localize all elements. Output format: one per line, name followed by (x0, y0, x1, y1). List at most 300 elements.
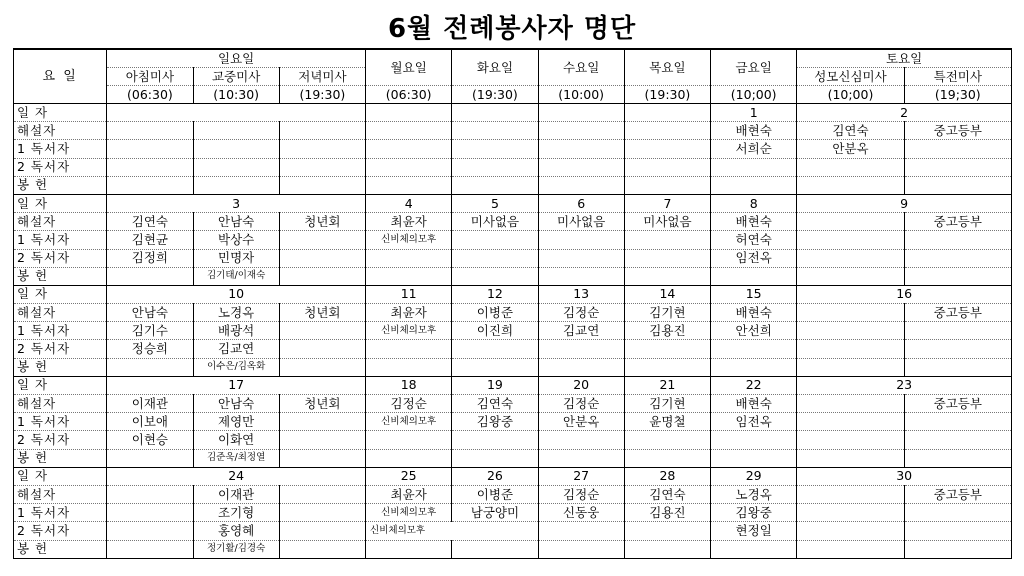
offering-cell: 이수은/김옥화 (193, 358, 279, 376)
cell (538, 449, 624, 467)
cell (279, 504, 365, 522)
cell (538, 340, 624, 358)
cell: 윤명철 (624, 413, 710, 431)
cell (904, 231, 1011, 249)
date-cell: 23 (797, 376, 1012, 394)
monday-header: 월요일 (366, 49, 452, 86)
cell (904, 340, 1011, 358)
cell: 신비체의모후 (366, 231, 452, 249)
cell: 노경옥 (711, 485, 797, 503)
cell (366, 540, 452, 558)
cell: 제영만 (193, 413, 279, 431)
cell (797, 231, 904, 249)
cell: 김연숙 (452, 395, 538, 413)
cell: 이재관 (107, 395, 193, 413)
cell (797, 395, 904, 413)
row-label: 해설자 (14, 485, 107, 503)
date-cell: 17 (107, 376, 366, 394)
date-cell: 4 (366, 194, 452, 212)
cell: 김정순 (538, 304, 624, 322)
cell (797, 249, 904, 267)
cell (711, 158, 797, 176)
cell: 서희순 (711, 140, 797, 158)
date-cell: 12 (452, 285, 538, 303)
cell (797, 304, 904, 322)
cell (452, 449, 538, 467)
offering-row (14, 358, 1012, 376)
cell (366, 267, 452, 285)
mass-time: (06:30) (107, 86, 193, 104)
cell (279, 522, 365, 540)
cell (904, 540, 1011, 558)
row-label: 2 독서자 (14, 340, 107, 358)
cell: 청년회 (279, 213, 365, 231)
row-label: 2 독서자 (14, 522, 107, 540)
date-cell: 3 (107, 194, 366, 212)
row-label: 1 독서자 (14, 413, 107, 431)
cell (366, 249, 452, 267)
cell (279, 540, 365, 558)
date-cell: 25 (366, 467, 452, 485)
cell (366, 358, 452, 376)
page-title: 6월 전례봉사자 명단 (387, 14, 637, 44)
commentator-row (14, 122, 1012, 140)
cell (797, 213, 904, 231)
cell (452, 340, 538, 358)
roster-table (13, 48, 1012, 559)
cell (452, 231, 538, 249)
row-label: 봉 헌 (14, 540, 107, 558)
cell: 김기현 (624, 304, 710, 322)
row-label: 2 독서자 (14, 158, 107, 176)
row-label: 일 자 (14, 285, 107, 303)
cell (107, 522, 193, 540)
cell: 안분옥 (797, 140, 904, 158)
cell: 김현균 (107, 231, 193, 249)
row-label: 봉 헌 (14, 449, 107, 467)
cell (904, 431, 1011, 449)
cell: 김교연 (538, 322, 624, 340)
cell: 배현숙 (711, 213, 797, 231)
cell: 임전옥 (711, 249, 797, 267)
date-row (14, 285, 1012, 303)
cell: 김정순 (538, 395, 624, 413)
cell (904, 322, 1011, 340)
cell (279, 340, 365, 358)
cell (193, 158, 279, 176)
cell (624, 340, 710, 358)
cell (624, 231, 710, 249)
cell (904, 267, 1011, 285)
cell (904, 158, 1011, 176)
row-label: 봉 헌 (14, 358, 107, 376)
cell (279, 122, 365, 140)
cell (107, 176, 193, 194)
mass-time: (10:30) (193, 86, 279, 104)
cell (366, 340, 452, 358)
cell: 이보애 (107, 413, 193, 431)
cell (538, 158, 624, 176)
cell (538, 522, 624, 540)
cell (624, 431, 710, 449)
cell: 김기수 (107, 322, 193, 340)
reader1-row (14, 413, 1012, 431)
date-cell: 7 (624, 194, 710, 212)
date-cell (452, 104, 538, 122)
cell: 이진희 (452, 322, 538, 340)
cell: 중고등부 (904, 213, 1011, 231)
date-cell: 5 (452, 194, 538, 212)
date-cell: 6 (538, 194, 624, 212)
date-cell: 29 (711, 467, 797, 485)
cell: 청년회 (279, 304, 365, 322)
cell (452, 358, 538, 376)
cell (107, 358, 193, 376)
cell (904, 413, 1011, 431)
date-cell (366, 104, 452, 122)
cell (797, 413, 904, 431)
date-cell: 14 (624, 285, 710, 303)
cell (452, 267, 538, 285)
offering-row (14, 267, 1012, 285)
cell: 신비체의모후 (366, 322, 452, 340)
cell (452, 158, 538, 176)
cell (107, 267, 193, 285)
cell (624, 158, 710, 176)
cell: 신동웅 (538, 504, 624, 522)
cell: 신비체의모후 (366, 413, 452, 431)
date-row (14, 104, 1012, 122)
cell (797, 504, 904, 522)
cell (107, 540, 193, 558)
cell: 김왕중 (452, 413, 538, 431)
cell (366, 158, 452, 176)
date-cell: 27 (538, 467, 624, 485)
cell (366, 431, 452, 449)
cell (904, 504, 1011, 522)
cell (904, 176, 1011, 194)
mass-name: 아침미사 (107, 68, 193, 86)
cell (797, 358, 904, 376)
cell (279, 431, 365, 449)
cell: 민명자 (193, 249, 279, 267)
cell: 미사없음 (538, 213, 624, 231)
cell: 안남숙 (193, 213, 279, 231)
row-label: 봉 헌 (14, 267, 107, 285)
cell (538, 431, 624, 449)
date-cell: 30 (797, 467, 1012, 485)
cell (904, 140, 1011, 158)
cell: 현정일 (711, 522, 797, 540)
offering-row (14, 176, 1012, 194)
date-cell: 16 (797, 285, 1012, 303)
cell: 안남숙 (193, 395, 279, 413)
cell (624, 540, 710, 558)
cell: 노경옥 (193, 304, 279, 322)
offering-cell: 정기활/김경숙 (193, 540, 279, 558)
cell (797, 267, 904, 285)
cell: 허연숙 (711, 231, 797, 249)
date-cell: 1 (711, 104, 797, 122)
cell: 최윤자 (366, 485, 452, 503)
cell: 조기형 (193, 504, 279, 522)
cell: 김연숙 (797, 122, 904, 140)
row-label: 1 독서자 (14, 140, 107, 158)
cell: 미사없음 (452, 213, 538, 231)
friday-header: 금요일 (711, 49, 797, 86)
cell (904, 449, 1011, 467)
header-row-3 (14, 86, 1012, 104)
cell: 안선희 (711, 322, 797, 340)
cell: 이재관 (193, 485, 279, 503)
cell (279, 485, 365, 503)
reader2-row (14, 431, 1012, 449)
cell (797, 158, 904, 176)
commentator-row (14, 213, 1012, 231)
cell: 남궁양미 (452, 504, 538, 522)
cell (904, 249, 1011, 267)
date-cell: 28 (624, 467, 710, 485)
row-label: 일 자 (14, 104, 107, 122)
cell (538, 540, 624, 558)
cell: 박상수 (193, 231, 279, 249)
date-cell (107, 104, 366, 122)
commentator-row (14, 304, 1012, 322)
cell: 중고등부 (904, 485, 1011, 503)
cell (538, 231, 624, 249)
thursday-header: 목요일 (624, 49, 710, 86)
cell (279, 267, 365, 285)
row-label: 해설자 (14, 395, 107, 413)
cell: 홍영혜 (193, 522, 279, 540)
cell (624, 449, 710, 467)
cell (711, 358, 797, 376)
cell (279, 176, 365, 194)
cell: 김왕중 (711, 504, 797, 522)
cell (452, 431, 538, 449)
cell: 최윤자 (366, 304, 452, 322)
cell (279, 158, 365, 176)
reader1-row (14, 231, 1012, 249)
mass-time: (19:30) (624, 86, 710, 104)
saturday-header: 토요일 (797, 49, 1012, 68)
cell (279, 322, 365, 340)
row-label: 해설자 (14, 122, 107, 140)
date-cell (538, 104, 624, 122)
offering-row (14, 540, 1012, 558)
reader2-row (14, 249, 1012, 267)
date-cell: 10 (107, 285, 366, 303)
cell: 청년회 (279, 395, 365, 413)
row-label: 일 자 (14, 376, 107, 394)
date-cell: 9 (797, 194, 1012, 212)
cell (366, 449, 452, 467)
date-cell: 22 (711, 376, 797, 394)
mass-time: (06:30) (366, 86, 452, 104)
cell (279, 413, 365, 431)
cell (624, 176, 710, 194)
cell (193, 140, 279, 158)
date-cell: 20 (538, 376, 624, 394)
date-cell: 2 (797, 104, 1012, 122)
day-label: 요 일 (14, 49, 107, 104)
date-cell: 21 (624, 376, 710, 394)
cell: 김교연 (193, 340, 279, 358)
cell: 중고등부 (904, 395, 1011, 413)
reader2-row (14, 158, 1012, 176)
cell (624, 249, 710, 267)
cell (279, 249, 365, 267)
cell (797, 431, 904, 449)
cell (366, 122, 452, 140)
row-label: 일 자 (14, 194, 107, 212)
cell: 신비체의모후 (366, 504, 452, 522)
cell: 이현승 (107, 431, 193, 449)
date-cell: 13 (538, 285, 624, 303)
cell: 김연숙 (107, 213, 193, 231)
cell (711, 449, 797, 467)
date-cell: 26 (452, 467, 538, 485)
date-row (14, 467, 1012, 485)
mass-name: 교중미사 (193, 68, 279, 86)
cell: 김정순 (366, 395, 452, 413)
cell (538, 140, 624, 158)
cell (624, 522, 710, 540)
cell: 배현숙 (711, 304, 797, 322)
cell (797, 340, 904, 358)
row-label: 일 자 (14, 467, 107, 485)
cell: 배현숙 (711, 122, 797, 140)
cell (366, 176, 452, 194)
reader2-row (14, 340, 1012, 358)
cell (107, 140, 193, 158)
cell (538, 176, 624, 194)
date-cell: 19 (452, 376, 538, 394)
cell (904, 358, 1011, 376)
offering-cell: 김준욱/최정열 (193, 449, 279, 467)
cell (904, 522, 1011, 540)
cell (279, 231, 365, 249)
cell: 배광석 (193, 322, 279, 340)
mass-time: (19:30) (279, 86, 365, 104)
cell: 중고등부 (904, 304, 1011, 322)
wednesday-header: 수요일 (538, 49, 624, 86)
cell (624, 267, 710, 285)
cell (624, 140, 710, 158)
cell (538, 358, 624, 376)
cell (107, 158, 193, 176)
row-label: 해설자 (14, 213, 107, 231)
cell: 배현숙 (711, 395, 797, 413)
cell (452, 249, 538, 267)
offering-cell: 김기태/이재숙 (193, 267, 279, 285)
cell: 신비체의모후 (366, 522, 539, 540)
date-cell: 11 (366, 285, 452, 303)
offering-cell (193, 176, 279, 194)
cell: 김용진 (624, 322, 710, 340)
cell (624, 358, 710, 376)
cell (711, 267, 797, 285)
cell (538, 267, 624, 285)
cell (279, 449, 365, 467)
cell (452, 140, 538, 158)
date-row (14, 376, 1012, 394)
tuesday-header: 화요일 (452, 49, 538, 86)
date-cell: 24 (107, 467, 366, 485)
cell (711, 431, 797, 449)
reader2-row (14, 522, 1012, 540)
cell: 김정순 (538, 485, 624, 503)
row-label: 1 독서자 (14, 504, 107, 522)
cell: 김정희 (107, 249, 193, 267)
mass-name: 특전미사 (904, 68, 1011, 86)
cell (107, 485, 193, 503)
cell (107, 122, 193, 140)
cell (711, 340, 797, 358)
mass-time: (19;30) (904, 86, 1011, 104)
cell (797, 449, 904, 467)
row-label: 2 독서자 (14, 249, 107, 267)
date-cell (624, 104, 710, 122)
cell (797, 322, 904, 340)
mass-time: (10;00) (797, 86, 904, 104)
cell: 이병준 (452, 485, 538, 503)
cell (797, 522, 904, 540)
cell (797, 540, 904, 558)
cell (452, 122, 538, 140)
cell (452, 176, 538, 194)
cell (624, 122, 710, 140)
cell (107, 504, 193, 522)
cell (797, 176, 904, 194)
cell: 이화연 (193, 431, 279, 449)
cell (452, 540, 538, 558)
cell (193, 122, 279, 140)
cell (711, 176, 797, 194)
cell (366, 140, 452, 158)
sunday-header: 일요일 (107, 49, 366, 68)
reader1-row (14, 322, 1012, 340)
row-label: 1 독서자 (14, 322, 107, 340)
cell: 이병준 (452, 304, 538, 322)
date-cell: 18 (366, 376, 452, 394)
cell: 김연숙 (624, 485, 710, 503)
mass-name: 저녁미사 (279, 68, 365, 86)
cell: 김기현 (624, 395, 710, 413)
cell: 김용진 (624, 504, 710, 522)
reader1-row (14, 504, 1012, 522)
header-row-1 (14, 49, 1012, 68)
date-cell: 8 (711, 194, 797, 212)
cell (279, 358, 365, 376)
offering-row (14, 449, 1012, 467)
row-label: 해설자 (14, 304, 107, 322)
cell (279, 140, 365, 158)
row-label: 2 독서자 (14, 431, 107, 449)
commentator-row (14, 485, 1012, 503)
cell: 임전옥 (711, 413, 797, 431)
cell (538, 249, 624, 267)
cell (538, 122, 624, 140)
date-cell: 15 (711, 285, 797, 303)
cell: 최윤자 (366, 213, 452, 231)
cell: 정승희 (107, 340, 193, 358)
mass-time: (19:30) (452, 86, 538, 104)
row-label: 1 독서자 (14, 231, 107, 249)
commentator-row (14, 395, 1012, 413)
cell (711, 540, 797, 558)
cell: 미사없음 (624, 213, 710, 231)
